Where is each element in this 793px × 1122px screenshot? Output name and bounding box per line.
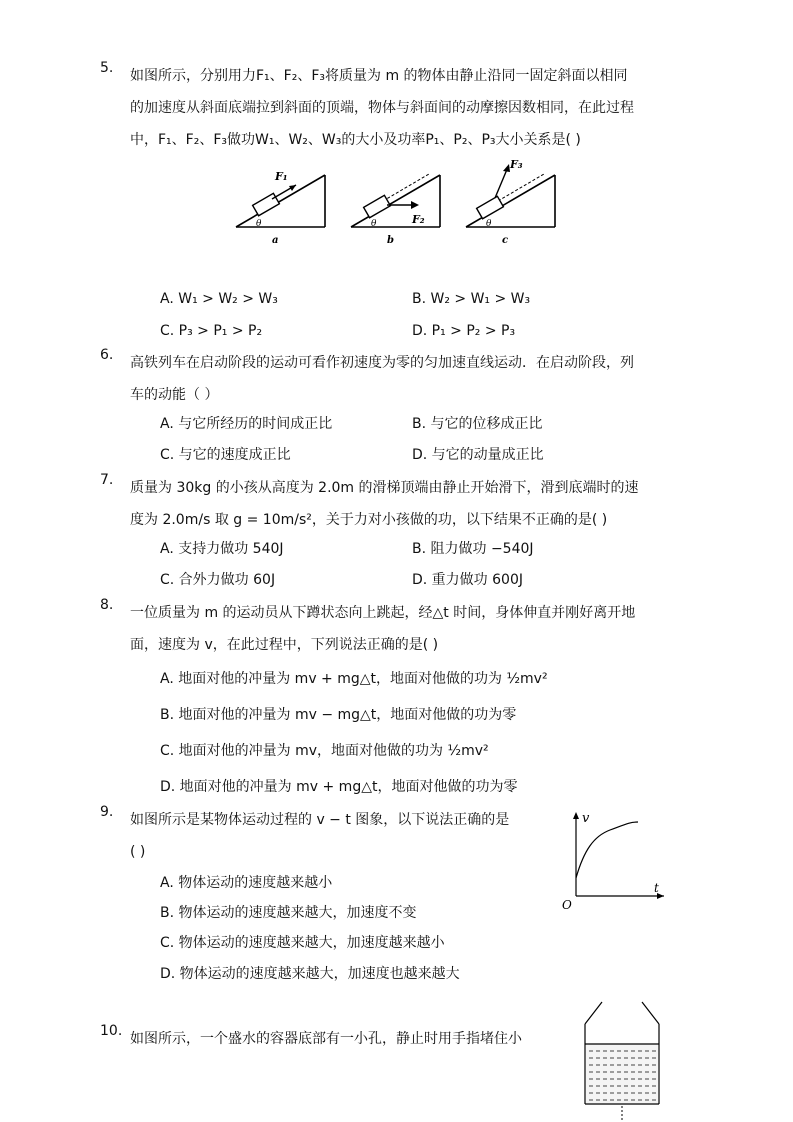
- question-text-line: 面，速度为 v，在此过程中，下列说法正确的是( ): [130, 637, 439, 653]
- force-label-f2: F₂: [412, 213, 425, 226]
- option-a[interactable]: A. 地面对他的冲量为 mv + mg△t，地面对他做的功为 ½mv²: [160, 671, 548, 687]
- question-text-line: 高铁列车在启动阶段的运动可看作初速度为零的匀加速直线运动．在启动阶段，列: [130, 355, 634, 371]
- question-number: 5.: [100, 60, 114, 76]
- option-a[interactable]: A. W₁ > W₂ > W₃: [160, 291, 278, 307]
- option-c[interactable]: C. 与它的速度成正比: [160, 447, 291, 463]
- options-row: [160, 440, 680, 470]
- incline-figure-c: [466, 158, 555, 246]
- vt-curve: [576, 822, 638, 878]
- incline-figure-b: [351, 174, 440, 246]
- option-b[interactable]: B. W₂ > W₁ > W₃: [412, 291, 531, 307]
- angle-label: θ: [256, 219, 262, 229]
- question-text-line: 的加速度从斜面底端拉到斜面的顶端，物体与斜面间的动摩擦因数相同，在此过程: [130, 100, 634, 116]
- question-text-line: 如图所示，分别用力F₁、F₂、F₃将质量为 m 的物体由静止沿同一固定斜面以相同: [130, 68, 628, 84]
- angle-label: θ: [486, 219, 492, 229]
- option-d[interactable]: D. 物体运动的速度越来越大，加速度也越来越大: [160, 966, 460, 982]
- question-number: 7.: [100, 472, 114, 488]
- question-5: [100, 60, 670, 156]
- options-row: [160, 284, 680, 314]
- question-text-line: 如图所示，一个盛水的容器底部有一小孔，静止时用手指堵住小: [130, 1031, 522, 1047]
- options-row: [160, 316, 680, 346]
- option-d[interactable]: D. 重力做功 600J: [412, 572, 523, 588]
- options-row: [160, 409, 680, 439]
- options-row: [160, 565, 680, 595]
- option-c[interactable]: C. P₃ > P₁ > P₂: [160, 323, 263, 339]
- option-b[interactable]: B. 阻力做功 −540J: [412, 541, 534, 557]
- question-text-line: 中，F₁、F₂、F₃做功W₁、W₂、W₃的大小及功率P₁、P₂、P₃大小关系是( ): [130, 132, 581, 148]
- option-d[interactable]: D. 地面对他的冲量为 mv + mg△t，地面对他做的功为零: [160, 779, 518, 795]
- option-b[interactable]: B. 物体运动的速度越来越大，加速度不变: [160, 905, 417, 921]
- incline-figure-a: [236, 170, 325, 246]
- question-text-line: 如图所示是某物体运动过程的 v − t 图象，以下说法正确的是: [130, 812, 510, 828]
- option-d[interactable]: D. P₁ > P₂ > P₃: [412, 323, 516, 339]
- figure-label-b: b: [387, 235, 394, 246]
- question-6: [100, 347, 670, 411]
- question-text-line: 质量为 30kg 的小孩从高度为 2.0m 的滑梯顶端由静止开始滑下，滑到底端时的速: [130, 480, 639, 496]
- incline-figures: [230, 155, 560, 250]
- question-number: 9.: [100, 804, 114, 820]
- origin-label: O: [562, 898, 572, 912]
- axis-label-t: t: [654, 881, 659, 895]
- question-text-line: 车的动能（ ）: [130, 387, 219, 403]
- question-7: [100, 472, 670, 536]
- option-b[interactable]: B. 与它的位移成正比: [412, 416, 543, 432]
- option-c[interactable]: C. 物体运动的速度越来越大，加速度越来越小: [160, 935, 445, 951]
- force-label-f1: F₁: [275, 170, 288, 183]
- water-container-figure: [580, 1000, 665, 1122]
- angle-label: θ: [371, 219, 377, 229]
- options-row: [160, 534, 680, 564]
- force-label-f3: F₃: [510, 158, 523, 171]
- axis-label-v: v: [582, 811, 590, 826]
- figure-label-c: c: [502, 235, 509, 246]
- question-number: 6.: [100, 347, 114, 363]
- option-b[interactable]: B. 地面对他的冲量为 mv − mg△t，地面对他做的功为零: [160, 707, 517, 723]
- question-8: [100, 597, 670, 661]
- option-a[interactable]: A. 与它所经历的时间成正比: [160, 416, 333, 432]
- question-text-line: ( ): [130, 844, 146, 860]
- question-number: 10.: [100, 1023, 123, 1039]
- option-d[interactable]: D. 与它的动量成正比: [412, 447, 544, 463]
- figure-label-a: a: [272, 235, 279, 246]
- option-a[interactable]: A. 物体运动的速度越来越小: [160, 875, 333, 891]
- option-c[interactable]: C. 地面对他的冲量为 mv，地面对他做的功为 ½mv²: [160, 743, 489, 759]
- option-c[interactable]: C. 合外力做功 60J: [160, 572, 276, 588]
- vt-graph: [560, 808, 670, 913]
- question-text-line: 度为 2.0m/s 取 g = 10m/s²，关于力对小孩做的功，以下结果不正确的是( ): [130, 512, 608, 528]
- option-a[interactable]: A. 支持力做功 540J: [160, 541, 284, 557]
- question-text-line: 一位质量为 m 的运动员从下蹲状态向上跳起，经△t 时间，身体伸直并刚好离开地: [130, 605, 636, 621]
- question-number: 8.: [100, 597, 114, 613]
